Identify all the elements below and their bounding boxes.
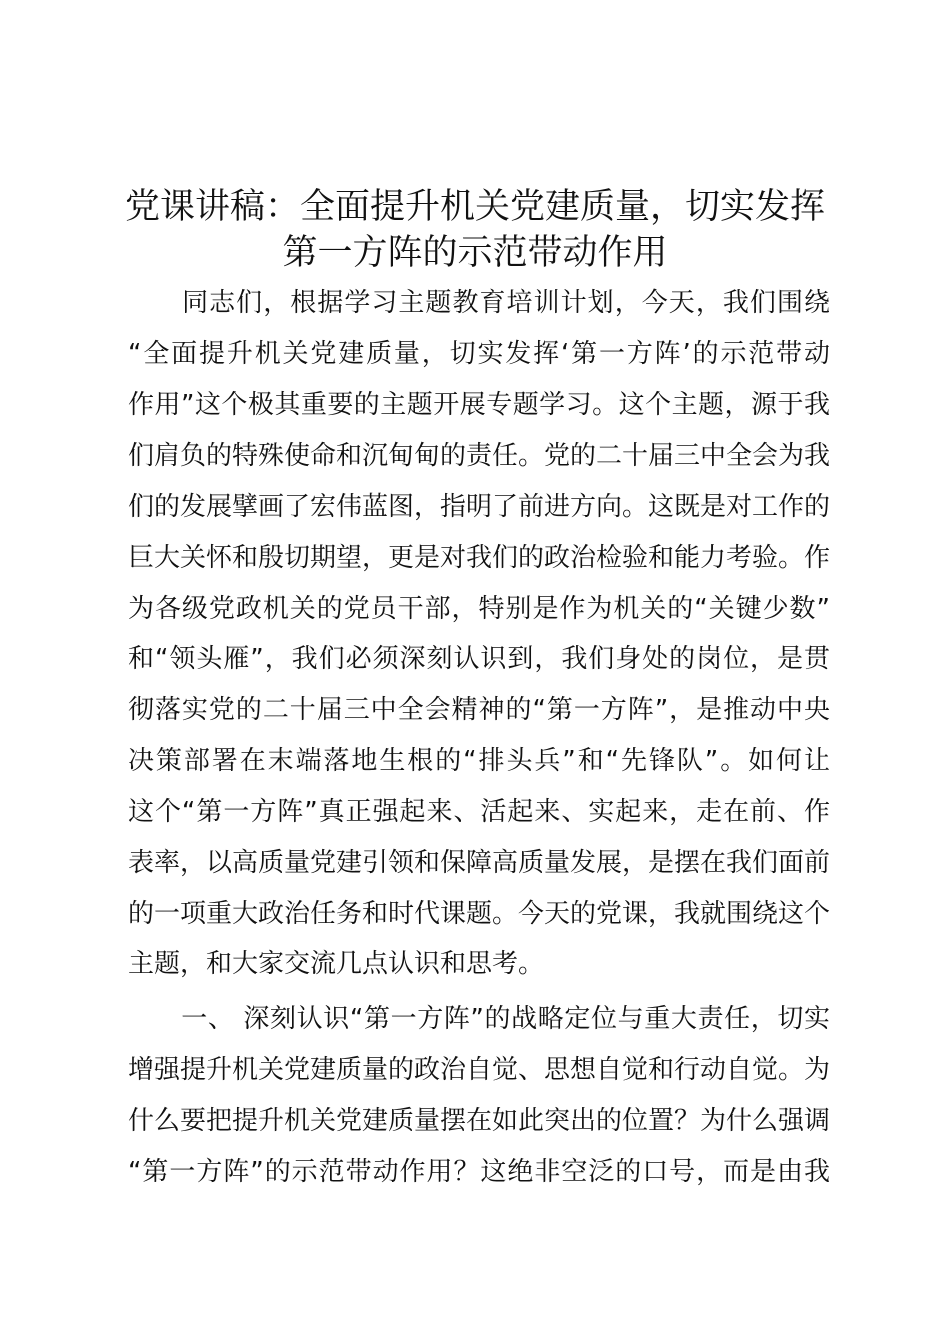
body-line: 决策部署在末端落地生根的“排头兵”和“先锋队”。如何让: [128, 746, 830, 776]
body-line: 为各级党政机关的党员干部，特别是作为机关的“关键少数”: [128, 594, 830, 624]
body-line: 巨大关怀和殷切期望，更是对我们的政治检验和能力考验。作: [128, 543, 831, 573]
body-line: 这个“第一方阵”真正强起来、活起来、实起来，走在前、作: [128, 797, 830, 827]
body-line: 彻落实党的二十届三中全会精神的“第一方阵”，是推动中央: [128, 695, 830, 725]
document-title-line-1: 党课讲稿：全面提升机关党建质量，切实发挥: [124, 187, 825, 227]
body-line: 们肩负的特殊使命和沉甸甸的责任。党的二十届三中全会为我: [128, 441, 831, 471]
document-title-line-2: 第一方阵的示范带动作用: [282, 233, 668, 273]
body-line: 增强提升机关党建质量的政治自觉、思想自觉和行动自觉。为: [128, 1055, 831, 1085]
body-line: 作用”这个极其重要的主题开展专题学习。这个主题，源于我: [128, 390, 830, 420]
body-line: 一、 深刻认识“第一方阵”的战略定位与重大责任，切实: [128, 1004, 830, 1034]
body-line: 表率，以高质量党建引领和保障高质量发展，是摆在我们面前: [128, 848, 831, 878]
body-line: 同志们，根据学习主题教育培训计划，今天，我们围绕: [128, 288, 830, 318]
body-line: 的一项重大政治任务和时代课题。今天的党课，我就围绕这个: [128, 899, 831, 929]
body-line: 和“领头雁”，我们必须深刻认识到，我们身处的岗位，是贯: [128, 644, 830, 674]
body-line: 主题，和大家交流几点认识和思考。: [128, 949, 545, 979]
body-line: 什么要把提升机关党建质量摆在如此突出的位置？为什么强调: [128, 1106, 831, 1136]
body-line: “全面提升机关党建质量，切实发挥‘第一方阵’的示范带动: [128, 339, 830, 369]
body-line: 们的发展擘画了宏伟蓝图，指明了前进方向。这既是对工作的: [128, 492, 831, 522]
body-line: “第一方阵”的示范带动作用？这绝非空泛的口号，而是由我: [128, 1157, 830, 1187]
